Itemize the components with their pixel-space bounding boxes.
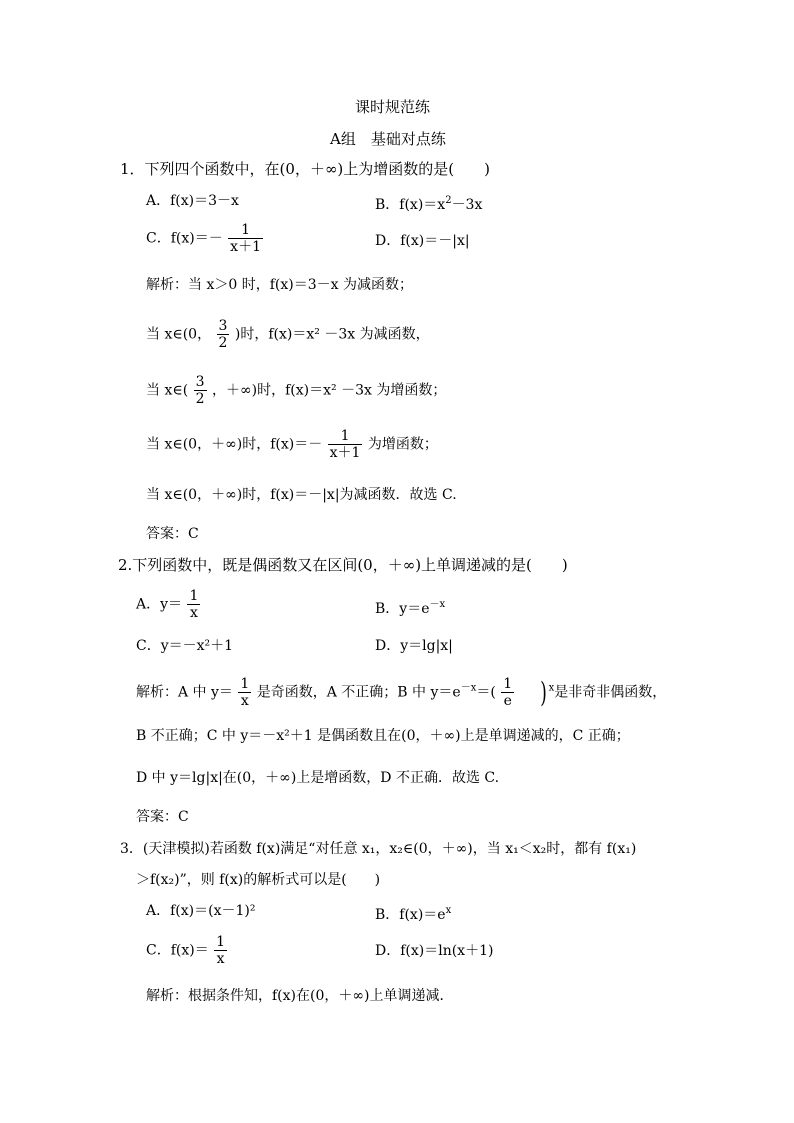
- q2-sol1-fraction: [238, 676, 251, 709]
- q1-sol3-pre: 当 x∈(: [146, 382, 189, 399]
- q1-option-d: D．f(x)＝－|x|: [375, 233, 470, 249]
- q2-option-b-exp: －x: [429, 599, 446, 610]
- q2-sol1-fraction-e: [501, 676, 514, 709]
- q1-solution-2: [146, 318, 430, 351]
- q1-option-b: B．$f(x)=x^2-3x$: [375, 195, 483, 213]
- q2-sol1-eq: ＝(: [476, 684, 496, 701]
- q2-option-b-text: B．y＝e: [375, 601, 430, 617]
- q2-sol1-mid: 是奇函数，A 不正确；B 中 y＝e: [256, 684, 461, 701]
- q1-sol4-post: 为增函数；: [367, 436, 438, 453]
- q2-option-a: [136, 588, 201, 621]
- q1-option-a: A．f(x)＝3－x: [146, 193, 239, 209]
- q2-sol1-exp: x: [548, 682, 555, 694]
- q1-sol4-den: x＋1: [329, 445, 361, 461]
- q1-option-b-post: －3x: [451, 197, 483, 213]
- q3-solution-1: 解析：根据条件知，f(x)在(0，＋∞)上单调递减．: [146, 988, 454, 1004]
- q2-sol1-post: 是非奇非偶函数，: [554, 684, 667, 701]
- q1-option-c-pre: C．f(x)＝－: [146, 230, 223, 247]
- q2-option-d: D．y＝lg|x|: [375, 638, 453, 654]
- q1-sol3-post: ，＋∞)时，f(x)＝x² －3x 为增函数；: [212, 382, 447, 399]
- q1-option-c-den: x＋1: [230, 239, 261, 255]
- q3-option-b: [375, 902, 451, 924]
- q2-option-b: [375, 596, 445, 618]
- q1-sol2-den: 2: [218, 335, 228, 351]
- q2-option-a-fraction: [187, 588, 200, 621]
- q2-option-a-den: x: [189, 605, 198, 621]
- q1-solution-4: [146, 428, 438, 461]
- q2-option-a-pre: A．y＝: [136, 596, 183, 613]
- q1-option-c-num: 1: [228, 222, 263, 239]
- q1-solution-3: [146, 374, 446, 407]
- q1-option-b-pre: B．f(x)＝x: [375, 197, 446, 213]
- right-paren: ): [539, 675, 547, 709]
- q3-option-c-pre: C．f(x)＝: [146, 942, 209, 959]
- q1-sol3-num: 3: [195, 374, 205, 390]
- q2-option-a-num: 1: [189, 588, 199, 604]
- q3-option-d: D．f(x)＝ln(x＋1): [375, 943, 494, 959]
- q1-solution-5: 当 x∈(0，＋∞)时，f(x)＝－|x|为减函数．故选 C.: [146, 487, 457, 503]
- q2-sol1-num: 1: [240, 676, 250, 692]
- q2-sol1-sup: －x: [460, 682, 477, 694]
- q2-sol1-den: x: [240, 693, 249, 709]
- q1-sol4-fraction: [328, 428, 363, 461]
- q2-answer: 答案：C: [136, 809, 189, 825]
- q2-sol1-fnum: 1: [503, 676, 513, 692]
- q3-option-b-text: B．f(x)＝e: [375, 907, 446, 923]
- q1-sol3-fraction: [194, 374, 207, 407]
- q3-stem-line2: ＞f(x₂)”，则 f(x)的解析式可以是( ): [136, 872, 381, 888]
- q1-sol2-post: )时，f(x)＝x² －3x 为减函数，: [234, 326, 430, 343]
- q1-solution-1: 解析：当 x＞0 时，f(x)＝3－x 为减函数；: [146, 277, 413, 293]
- q3-option-b-exp: x: [445, 905, 452, 916]
- q3-option-c-num: 1: [216, 934, 226, 950]
- q2-option-c: C．y＝－x²＋1: [136, 638, 234, 654]
- q2-sol1-fden: e: [503, 693, 512, 709]
- q2-stem: 2.下列函数中，既是偶函数又在区间(0，＋∞)上单调递减的是( ): [118, 556, 568, 574]
- q3-option-c-fraction: [214, 934, 227, 967]
- q2-solution-3: D 中 y＝lg|x|在(0，＋∞)上是增函数，D 不正确．故选 C.: [136, 770, 500, 786]
- q1-stem: 1．下列四个函数中，在(0，＋∞)上为增函数的是( ): [120, 160, 490, 178]
- page-title: 课时规范练: [355, 98, 431, 116]
- q1-sol4-pre: 当 x∈(0，＋∞)时，f(x)＝－: [146, 436, 323, 453]
- q3-option-c: [146, 934, 228, 967]
- q1-answer: 答案：C: [146, 526, 199, 542]
- q1-sol2-num: 3: [218, 318, 228, 334]
- group-heading: A组 基础对点练: [330, 130, 446, 148]
- q2-solution-1: [136, 676, 666, 709]
- q1-sol3-den: 2: [195, 391, 205, 407]
- q1-option-c-fraction: [228, 222, 263, 255]
- q1-option-c: [146, 222, 264, 255]
- q3-stem-line1: 3．(天津模拟)若函数 f(x)满足“对任意 x₁，x₂∈(0，＋∞)，当 x₁＜x₂时，都有 f(x₁): [120, 841, 637, 857]
- q3-option-c-den: x: [216, 951, 225, 967]
- q1-sol2-fraction: [217, 318, 230, 351]
- q1-sol4-num: 1: [328, 428, 363, 445]
- q2-sol1-pre: 解析：A 中 y＝: [136, 684, 233, 701]
- q2-solution-2: B 不正确；C 中 y＝－x²＋1 是偶函数且在(0，＋∞)上是单调递减的，C 正确；: [136, 728, 630, 744]
- q1-sol2-pre: 当 x∈(0，: [146, 326, 212, 343]
- q3-option-a: A．f(x)＝(x－1)²: [146, 903, 256, 919]
